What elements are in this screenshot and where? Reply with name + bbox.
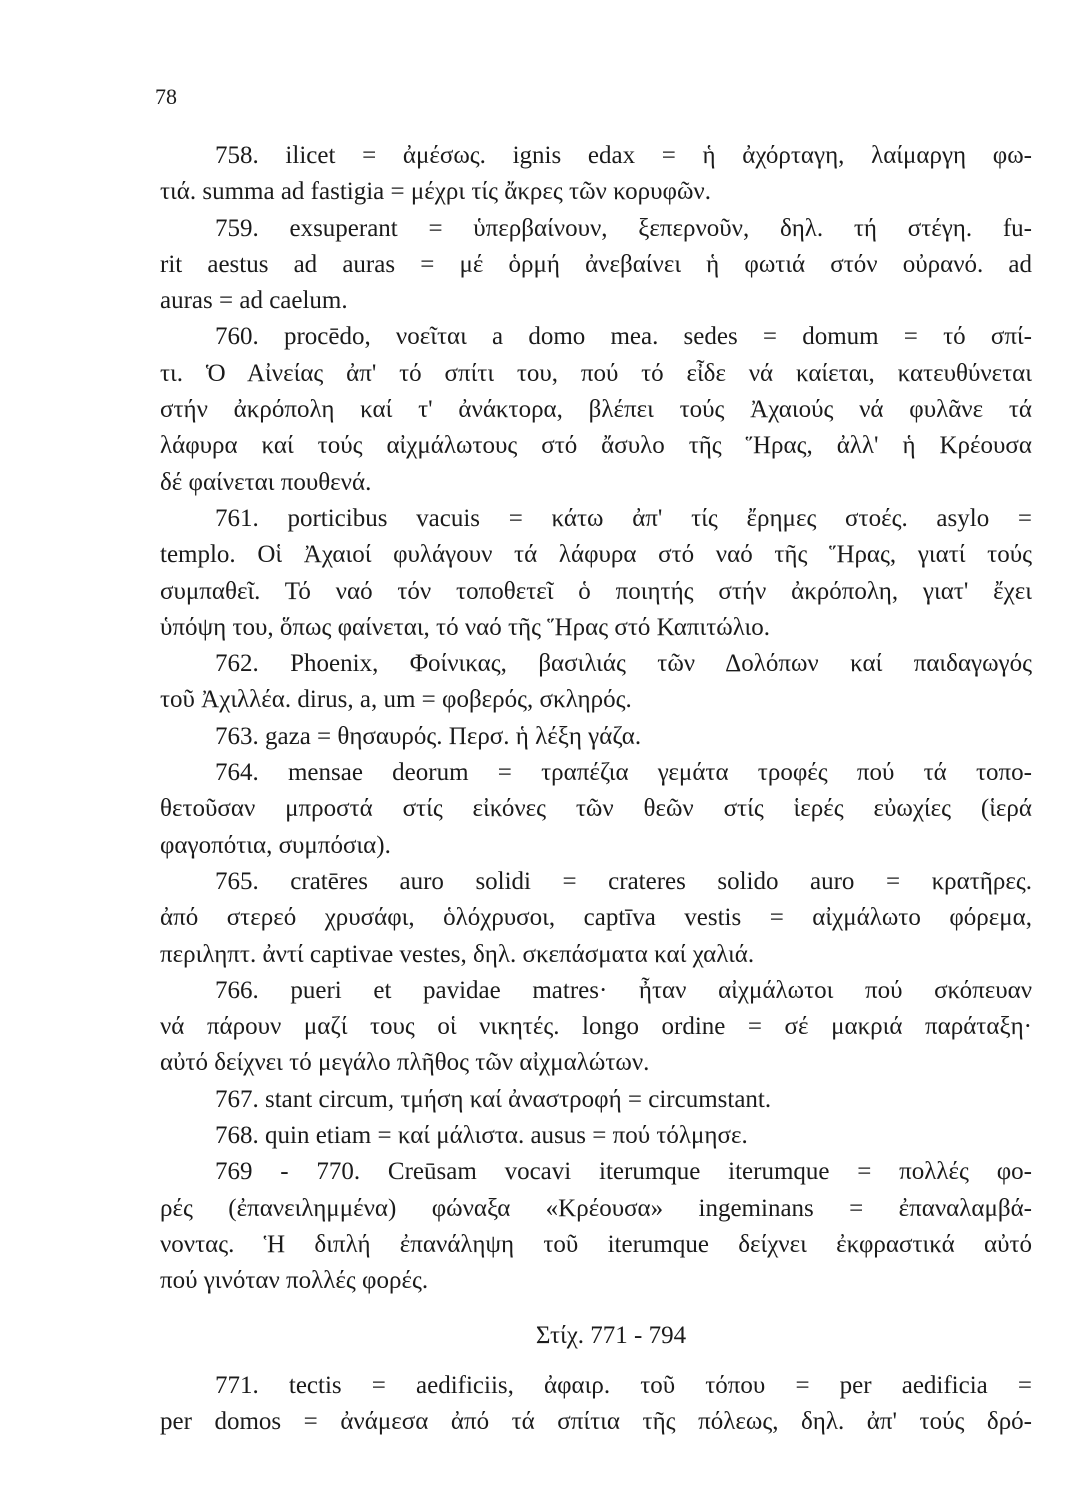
text-line: τιά. summa ad fastigia = μέχρι τίς ἄκρες τῶν κορυφῶν. [160,178,711,206]
text-line: 759. exsuperant = ὑπερβαίνουν, ξεπερνοῦν, δηλ. τή στέγη. fu- [215,214,1032,242]
text-line: 760. procēdo, νοεῖται a domo mea. sedes = domum = τό σπί- [215,323,1032,351]
text-line: auras = ad caelum. [160,287,348,315]
commentary-paragraph [160,864,1032,973]
text-line: πού γινόταν πολλές φορές. [160,1267,429,1295]
text-line: αὐτό δείχνει τό μεγάλο πλῆθος τῶν αἰχμαλώτων. [160,1049,650,1077]
commentary-paragraph [160,1368,1032,1441]
commentary-paragraph [160,319,1032,500]
commentary-paragraph [160,1082,1032,1118]
text-line: 766. pueri et pavidae matres· ἦταν αἰχμάλωτοι πού σκόπευαν [215,976,1032,1004]
text-line: φαγοπότια, συμπόσια). [160,831,391,859]
commentary-paragraph [160,1154,1032,1299]
commentary-text [160,138,1032,1440]
text-line: templo. Οἱ Ἀχαιοί φυλάγουν τά λάφυρα στό ναό τῆς Ἥρας, γιατί τούς [160,541,1032,569]
text-line: per domos = ἀνάμεσα ἀπό τά σπίτια τῆς πόλεως, δηλ. ἀπ' τούς δρό- [160,1408,1032,1436]
text-line: λάφυρα καί τούς αἰχμάλωτους στό ἄσυλο τῆς Ἥρας, ἀλλ' ἡ Κρέουσα [160,432,1032,460]
text-line: 764. mensae deorum = τραπέζια γεμάτα τροφές πού τά τοπο- [215,759,1032,787]
commentary-paragraph [160,755,1032,864]
page-number: 78 [155,84,177,109]
text-line: θετοῦσαν μπροστά στίς εἰκόνες τῶν θεῶν στίς ἱερές εὐωχίες (ἱερά [160,795,1032,823]
text-line: δέ φαίνεται πουθενά. [160,468,372,496]
text-line: 758. ilicet = ἀμέσως. ignis edax = ἡ ἀχόρταγη, λαίμαργη φω- [215,142,1032,169]
commentary-paragraph [160,719,1032,755]
text-line: περιληπτ. ἀντί captivae vestes, δηλ. σκεπάσματα καί χαλιά. [160,940,755,968]
commentary-paragraph [160,973,1032,1082]
text-line: 763. gaza = θησαυρός. Περσ. ἡ λέξη γάζα. [215,722,642,750]
text-line: 761. porticibus vacuis = κάτω ἀπ' τίς ἔρημες στοές. asylo = [215,504,1032,532]
commentary-paragraph [160,211,1032,320]
text-line: τι. Ὁ Αἰνείας ἀπ' τό σπίτι του, πού τό εἶδε νά καίεται, κατευθύνεται [160,359,1032,387]
text-line: 762. Phoenix, Φοίνικας, βασιλιάς τῶν Δολόπων καί παιδαγωγός [215,650,1032,678]
text-line: στήν ἀκρόπολη καί τ' ἀνάκτορα, βλέπει τούς Ἀχαιούς νά φυλᾶνε τά [160,396,1032,424]
commentary-paragraph [160,646,1032,719]
commentary-paragraph [160,138,1032,211]
text-line: ὑπόψη του, ὅπως φαίνεται, τό ναό τῆς Ἥρας στό Καπιτώλιο. [160,613,771,641]
commentary-paragraph [160,1118,1032,1154]
text-line: νά πάρουν μαζί τους οἱ νικητές. longo ordine = σέ μακριά παράταξη· [160,1013,1032,1041]
text-line: 765. cratēres auro solidi = crateres solido auro = κρατῆρες. [215,867,1032,895]
text-line: ρές (ἐπανειλημμένα) φώναξα «Κρέουσα» ingeminans = ἐπαναλαμβά- [160,1194,1032,1222]
text-line: 767. stant circum, τμήση καί ἀναστροφή = circumstant. [215,1085,772,1113]
text-line: 771. tectis = aedificiis, ἀφαιρ. τοῦ τόπου = per aedificia = [215,1371,1032,1399]
text-line: rit aestus ad auras = μέ ὁρμή ἀνεβαίνει ἡ φωτιά στόν οὐρανό. ad [160,250,1032,278]
text-line: τοῦ Ἀχιλλέα. dirus, a, um = φοβερός, σκληρός. [160,686,632,714]
text-line: 769 - 770. Creūsam vocavi iterumque iterumque = πολλές φο- [215,1158,1032,1186]
commentary-paragraph [160,501,1032,646]
text-line: συμπαθεῖ. Τό ναό τόν τοποθετεῖ ὁ ποιητής στήν ἀκρόπολη, γιατ' ἔχει [160,577,1032,605]
text-line: ἀπό στερεό χρυσάφι, ὁλόχρυσοι, captīva vestis = αἰχμάλωτο φόρεμα, [160,904,1032,932]
text-line: νοντας. Ἡ διπλή ἐπανάληψη τοῦ iterumque δείχνει ἐκφραστικά αὐτό [160,1230,1032,1258]
section-heading: Στίχ. 771 - 794 [535,1321,687,1349]
text-line: 768. quin etiam = καί μάλιστα. ausus = πού τόλμησε. [215,1122,748,1150]
